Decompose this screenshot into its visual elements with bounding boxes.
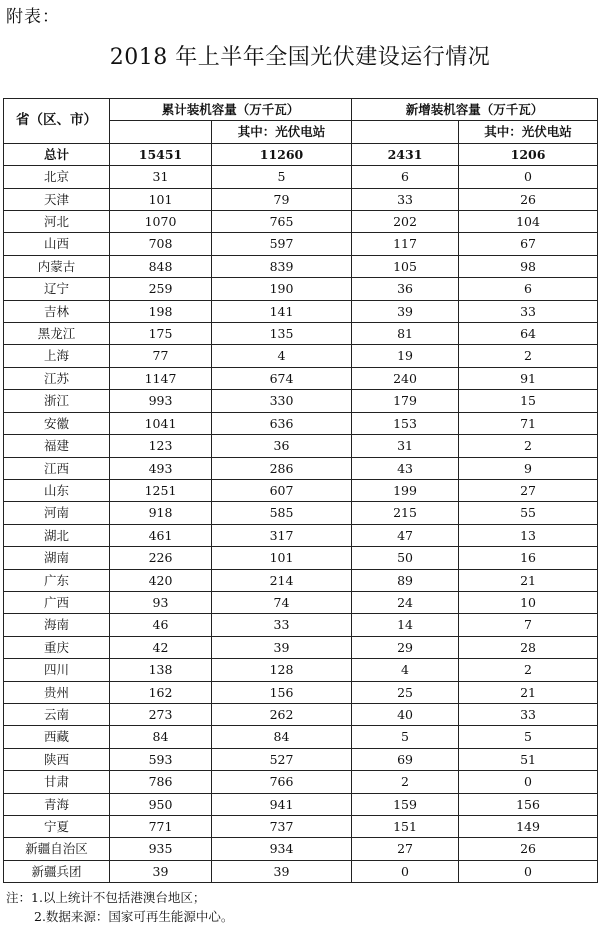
- new-cell: 6: [352, 166, 459, 188]
- region-cell: 福建: [4, 435, 110, 457]
- new-pv-cell: 51: [459, 748, 598, 770]
- table-row: [4, 591, 598, 613]
- cumulative-pv-cell: 766: [212, 771, 352, 793]
- new-cell: 89: [352, 569, 459, 591]
- new-pv-cell: 5: [459, 726, 598, 748]
- cumulative-cell: 1070: [110, 211, 212, 233]
- region-cell: 上海: [4, 345, 110, 367]
- new-pv-cell: 13: [459, 524, 598, 546]
- new-cell: 2431: [352, 143, 459, 165]
- table-row: [4, 412, 598, 434]
- cumulative-cell: 84: [110, 726, 212, 748]
- new-pv-cell: 21: [459, 681, 598, 703]
- cumulative-cell: 1251: [110, 479, 212, 501]
- cumulative-pv-cell: 597: [212, 233, 352, 255]
- table-row: [4, 793, 598, 815]
- cumulative-cell: 493: [110, 457, 212, 479]
- new-pv-cell: 0: [459, 860, 598, 882]
- new-pv-header: 其中：光伏电站: [459, 121, 598, 143]
- cumulative-pv-cell: 330: [212, 390, 352, 412]
- region-cell: 安徽: [4, 412, 110, 434]
- table-row: [4, 748, 598, 770]
- cumulative-cell: 786: [110, 771, 212, 793]
- new-cell: 27: [352, 838, 459, 860]
- table-row: [4, 367, 598, 389]
- table-row: [4, 300, 598, 322]
- table-row: [4, 255, 598, 277]
- new-pv-cell: 2: [459, 345, 598, 367]
- new-cell: 159: [352, 793, 459, 815]
- cumulative-cell: 138: [110, 659, 212, 681]
- cumulative-cell: 1041: [110, 412, 212, 434]
- new-pv-cell: 104: [459, 211, 598, 233]
- region-cell: 吉林: [4, 300, 110, 322]
- cumulative-cell: 993: [110, 390, 212, 412]
- cumulative-pv-cell: 5: [212, 166, 352, 188]
- cumulative-pv-cell: 190: [212, 278, 352, 300]
- cumulative-cell: 226: [110, 547, 212, 569]
- new-pv-cell: 6: [459, 278, 598, 300]
- cumulative-pv-cell: 286: [212, 457, 352, 479]
- new-pv-cell: 26: [459, 188, 598, 210]
- region-cell: 浙江: [4, 390, 110, 412]
- cumulative-cell: 593: [110, 748, 212, 770]
- region-cell: 山西: [4, 233, 110, 255]
- attachment-label: 附表：: [6, 7, 60, 27]
- new-pv-cell: 0: [459, 166, 598, 188]
- new-pv-cell: 67: [459, 233, 598, 255]
- region-cell: 青海: [4, 793, 110, 815]
- region-cell: 新疆兵团: [4, 860, 110, 882]
- cumulative-cell: 918: [110, 502, 212, 524]
- table-row: [4, 569, 598, 591]
- cumulative-blank-cell: [110, 121, 212, 143]
- new-cell: 14: [352, 614, 459, 636]
- new-cell: 4: [352, 659, 459, 681]
- cumulative-cell: 46: [110, 614, 212, 636]
- region-cell: 山东: [4, 479, 110, 501]
- new-pv-cell: 27: [459, 479, 598, 501]
- table-row: [4, 278, 598, 300]
- cumulative-pv-cell: 636: [212, 412, 352, 434]
- new-cell: 36: [352, 278, 459, 300]
- table-row: [4, 636, 598, 658]
- cumulative-pv-cell: 934: [212, 838, 352, 860]
- new-cell: 24: [352, 591, 459, 613]
- new-cell: 0: [352, 860, 459, 882]
- new-pv-cell: 21: [459, 569, 598, 591]
- table-row: [4, 771, 598, 793]
- cumulative-cell: 771: [110, 816, 212, 838]
- table-row: [4, 816, 598, 838]
- new-cell: 81: [352, 323, 459, 345]
- region-header: 省（区、市）: [4, 99, 110, 144]
- new-pv-cell: 26: [459, 838, 598, 860]
- region-cell: 总计: [4, 143, 110, 165]
- table-row: [4, 435, 598, 457]
- new-cell: 240: [352, 367, 459, 389]
- table-row: [4, 703, 598, 725]
- region-cell: 黑龙江: [4, 323, 110, 345]
- cumulative-cell: 950: [110, 793, 212, 815]
- table-row: [4, 838, 598, 860]
- cumulative-pv-cell: 607: [212, 479, 352, 501]
- cumulative-pv-cell: 737: [212, 816, 352, 838]
- table-row: [4, 345, 598, 367]
- new-pv-cell: 64: [459, 323, 598, 345]
- new-pv-cell: 156: [459, 793, 598, 815]
- region-cell: 河北: [4, 211, 110, 233]
- region-cell: 甘肃: [4, 771, 110, 793]
- cumulative-cell: 162: [110, 681, 212, 703]
- table-row: [4, 390, 598, 412]
- cumulative-cell: 101: [110, 188, 212, 210]
- new-pv-cell: 2: [459, 659, 598, 681]
- table-row: [4, 547, 598, 569]
- cumulative-pv-cell: 156: [212, 681, 352, 703]
- cumulative-cell: 198: [110, 300, 212, 322]
- new-header: 新增装机容量（万千瓦）: [352, 99, 598, 121]
- cumulative-cell: 123: [110, 435, 212, 457]
- new-cell: 43: [352, 457, 459, 479]
- region-cell: 陕西: [4, 748, 110, 770]
- table-body: [4, 143, 598, 882]
- pv-capacity-table: [3, 98, 598, 883]
- cumulative-pv-cell: 84: [212, 726, 352, 748]
- page-title: 2018 年上半年全国光伏建设运行情况: [109, 45, 491, 70]
- new-pv-cell: 55: [459, 502, 598, 524]
- new-cell: 33: [352, 188, 459, 210]
- cumulative-cell: 848: [110, 255, 212, 277]
- cumulative-pv-cell: 4: [212, 345, 352, 367]
- cumulative-pv-cell: 11260: [212, 143, 352, 165]
- region-cell: 江苏: [4, 367, 110, 389]
- region-cell: 内蒙古: [4, 255, 110, 277]
- cumulative-pv-cell: 135: [212, 323, 352, 345]
- note-line-1: 注：1.以上统计不包括港澳台地区；: [6, 890, 206, 905]
- region-cell: 海南: [4, 614, 110, 636]
- cumulative-cell: 935: [110, 838, 212, 860]
- cumulative-pv-cell: 317: [212, 524, 352, 546]
- new-cell: 31: [352, 435, 459, 457]
- cumulative-pv-cell: 765: [212, 211, 352, 233]
- new-pv-cell: 2: [459, 435, 598, 457]
- new-cell: 105: [352, 255, 459, 277]
- new-pv-cell: 28: [459, 636, 598, 658]
- region-cell: 重庆: [4, 636, 110, 658]
- region-cell: 贵州: [4, 681, 110, 703]
- cumulative-pv-cell: 941: [212, 793, 352, 815]
- new-pv-cell: 7: [459, 614, 598, 636]
- region-cell: 天津: [4, 188, 110, 210]
- cumulative-cell: 175: [110, 323, 212, 345]
- table-row: [4, 726, 598, 748]
- table-row: [4, 614, 598, 636]
- region-cell: 江西: [4, 457, 110, 479]
- region-cell: 四川: [4, 659, 110, 681]
- table-row: [4, 860, 598, 882]
- cumulative-pv-cell: 101: [212, 547, 352, 569]
- new-pv-cell: 33: [459, 300, 598, 322]
- new-pv-cell: 9: [459, 457, 598, 479]
- cumulative-cell: 1147: [110, 367, 212, 389]
- note-line-2: 2.数据来源：国家可再生能源中心。: [34, 909, 234, 924]
- table-row: [4, 457, 598, 479]
- region-cell: 湖南: [4, 547, 110, 569]
- cumulative-pv-cell: 839: [212, 255, 352, 277]
- new-cell: 179: [352, 390, 459, 412]
- region-cell: 广西: [4, 591, 110, 613]
- new-pv-cell: 15: [459, 390, 598, 412]
- region-cell: 辽宁: [4, 278, 110, 300]
- new-cell: 19: [352, 345, 459, 367]
- new-pv-cell: 98: [459, 255, 598, 277]
- new-cell: 215: [352, 502, 459, 524]
- region-cell: 西藏: [4, 726, 110, 748]
- cumulative-pv-cell: 79: [212, 188, 352, 210]
- table-row: [4, 188, 598, 210]
- table-row: [4, 211, 598, 233]
- new-cell: 25: [352, 681, 459, 703]
- cumulative-pv-cell: 39: [212, 860, 352, 882]
- new-cell: 39: [352, 300, 459, 322]
- cumulative-cell: 420: [110, 569, 212, 591]
- region-cell: 云南: [4, 703, 110, 725]
- cumulative-pv-cell: 214: [212, 569, 352, 591]
- table-row: [4, 659, 598, 681]
- new-pv-cell: 91: [459, 367, 598, 389]
- cumulative-pv-cell: 527: [212, 748, 352, 770]
- new-pv-cell: 0: [459, 771, 598, 793]
- table-row: [4, 323, 598, 345]
- new-cell: 29: [352, 636, 459, 658]
- cumulative-cell: 273: [110, 703, 212, 725]
- notes: [6, 888, 233, 926]
- table-row: [4, 479, 598, 501]
- cumulative-cell: 31: [110, 166, 212, 188]
- new-cell: 69: [352, 748, 459, 770]
- table-row: [4, 166, 598, 188]
- header-row-1: [4, 99, 598, 121]
- new-pv-cell: 16: [459, 547, 598, 569]
- region-cell: 广东: [4, 569, 110, 591]
- cumulative-pv-cell: 39: [212, 636, 352, 658]
- cumulative-pv-cell: 128: [212, 659, 352, 681]
- cumulative-cell: 259: [110, 278, 212, 300]
- cumulative-pv-cell: 74: [212, 591, 352, 613]
- new-cell: 5: [352, 726, 459, 748]
- new-blank-cell: [352, 121, 459, 143]
- region-cell: 新疆自治区: [4, 838, 110, 860]
- new-cell: 199: [352, 479, 459, 501]
- region-cell: 河南: [4, 502, 110, 524]
- new-cell: 47: [352, 524, 459, 546]
- region-cell: 北京: [4, 166, 110, 188]
- new-cell: 40: [352, 703, 459, 725]
- new-pv-cell: 10: [459, 591, 598, 613]
- table-row: [4, 681, 598, 703]
- new-pv-cell: 33: [459, 703, 598, 725]
- cumulative-cell: 461: [110, 524, 212, 546]
- total-row: [4, 143, 598, 165]
- cumulative-pv-cell: 262: [212, 703, 352, 725]
- region-cell: 湖北: [4, 524, 110, 546]
- cumulative-cell: 77: [110, 345, 212, 367]
- cumulative-cell: 708: [110, 233, 212, 255]
- new-cell: 2: [352, 771, 459, 793]
- cumulative-pv-cell: 674: [212, 367, 352, 389]
- cumulative-pv-cell: 36: [212, 435, 352, 457]
- new-cell: 202: [352, 211, 459, 233]
- cumulative-pv-header: 其中：光伏电站: [212, 121, 352, 143]
- new-pv-cell: 71: [459, 412, 598, 434]
- table-row: [4, 233, 598, 255]
- new-cell: 50: [352, 547, 459, 569]
- cumulative-pv-cell: 141: [212, 300, 352, 322]
- new-pv-cell: 149: [459, 816, 598, 838]
- new-cell: 117: [352, 233, 459, 255]
- new-pv-cell: 1206: [459, 143, 598, 165]
- cumulative-cell: 93: [110, 591, 212, 613]
- cumulative-header: 累计装机容量（万千瓦）: [110, 99, 352, 121]
- new-cell: 151: [352, 816, 459, 838]
- cumulative-cell: 15451: [110, 143, 212, 165]
- cumulative-cell: 42: [110, 636, 212, 658]
- cumulative-pv-cell: 33: [212, 614, 352, 636]
- cumulative-pv-cell: 585: [212, 502, 352, 524]
- table-row: [4, 524, 598, 546]
- cumulative-cell: 39: [110, 860, 212, 882]
- region-cell: 宁夏: [4, 816, 110, 838]
- new-cell: 153: [352, 412, 459, 434]
- table-row: [4, 502, 598, 524]
